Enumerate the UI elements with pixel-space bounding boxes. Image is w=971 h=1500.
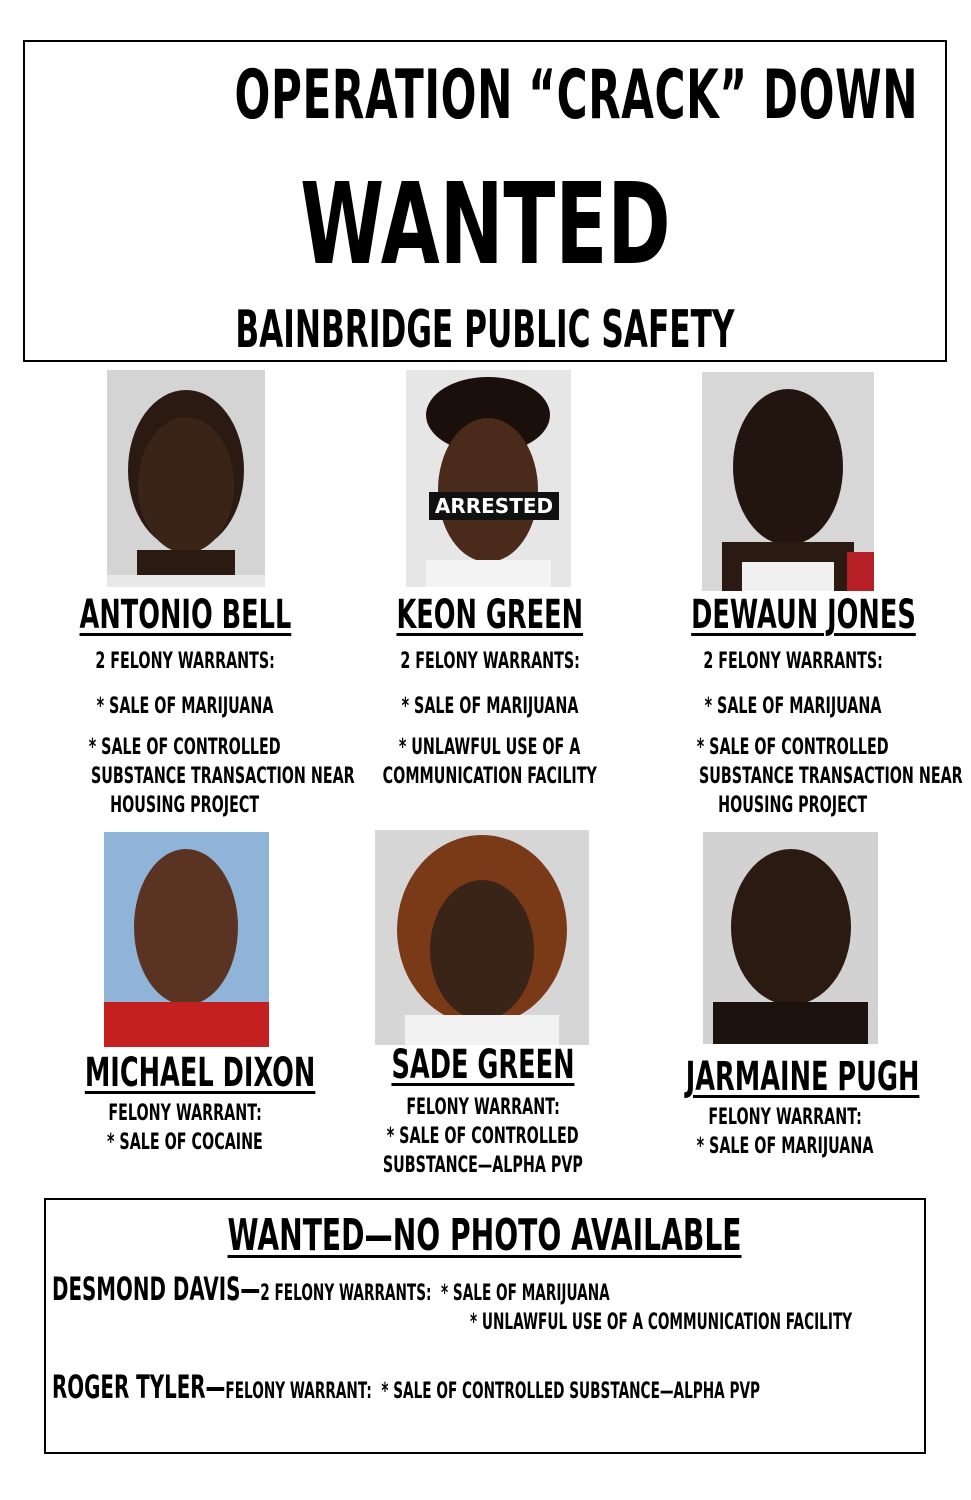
no-photo-entry-desmond: DESMOND DAVIS—2 FELONY WARRANTS: * SALE OF MARIJUANA bbox=[52, 1270, 610, 1308]
person-card-keon-green bbox=[325, 370, 655, 830]
warrant-count: FELONY WARRANT: bbox=[108, 1101, 262, 1126]
entry-charge: * UNLAWFUL USE OF A COMMUNICATION FACILITY bbox=[470, 1310, 853, 1335]
warrant-count: 2 FELONY WARRANTS: bbox=[400, 649, 580, 674]
entry-name: ROGER TYLER bbox=[52, 1368, 206, 1406]
charge-line: * UNLAWFUL USE OF A bbox=[399, 735, 581, 760]
entry-charge: * SALE OF MARIJUANA bbox=[441, 1281, 610, 1306]
mugshot-photo bbox=[703, 832, 878, 1044]
person-card-michael-dixon bbox=[20, 832, 350, 1172]
charge-line: * SALE OF MARIJUANA bbox=[96, 694, 274, 719]
person-name: SADE GREEN bbox=[391, 1042, 575, 1088]
no-photo-section bbox=[44, 1198, 926, 1454]
charge-line: SUBSTANCE TRANSACTION NEAR bbox=[698, 764, 963, 789]
mugshot-photo bbox=[104, 832, 269, 1047]
charge-line: * SALE OF MARIJUANA bbox=[704, 694, 882, 719]
charge-line: HOUSING PROJECT bbox=[110, 793, 260, 818]
warrant-count: 2 FELONY WARRANTS: bbox=[95, 649, 275, 674]
charge-line: SUBSTANCE TRANSACTION NEAR bbox=[90, 764, 355, 789]
header-banner bbox=[23, 40, 947, 362]
operation-title: OPERATION “CRACK” DOWN bbox=[234, 56, 919, 135]
arrested-badge: ARRESTED bbox=[429, 492, 559, 520]
agency-title: BAINBRIDGE PUBLIC SAFETY bbox=[235, 300, 735, 360]
charge-line: SUBSTANCE—ALPHA PVP bbox=[382, 1153, 584, 1178]
charge-line: * SALE OF CONTROLLED bbox=[697, 735, 889, 760]
charge-line: HOUSING PROJECT bbox=[718, 793, 868, 818]
person-card-antonio-bell bbox=[20, 370, 355, 830]
charge-line: * SALE OF MARIJUANA bbox=[696, 1134, 874, 1159]
no-photo-entry-desmond-charge2 bbox=[470, 1310, 852, 1335]
entry-warrant: FELONY WARRANT: bbox=[225, 1379, 372, 1404]
warrant-count: FELONY WARRANT: bbox=[708, 1105, 862, 1130]
warrant-count: FELONY WARRANT: bbox=[406, 1095, 560, 1120]
person-name: DEWAUN JONES bbox=[691, 592, 916, 638]
person-card-dewaun-jones bbox=[628, 370, 963, 830]
entry-name: DESMOND DAVIS bbox=[52, 1270, 241, 1308]
person-name: KEON GREEN bbox=[396, 592, 584, 638]
entry-charge: * SALE OF CONTROLLED SUBSTANCE—ALPHA PVP bbox=[381, 1379, 761, 1404]
person-name: MICHAEL DIXON bbox=[84, 1050, 316, 1096]
charge-line: * SALE OF CONTROLLED bbox=[387, 1124, 579, 1149]
mugshot-photo bbox=[702, 372, 874, 591]
charge-line: * SALE OF CONTROLLED bbox=[89, 735, 281, 760]
wanted-title: WANTED bbox=[299, 160, 671, 290]
person-name: ANTONIO BELL bbox=[79, 592, 292, 638]
charge-line: * SALE OF MARIJUANA bbox=[401, 694, 579, 719]
person-name: JARMAINE PUGH bbox=[685, 1054, 920, 1100]
warrant-count: 2 FELONY WARRANTS: bbox=[703, 649, 883, 674]
no-photo-title: WANTED—NO PHOTO AVAILABLE bbox=[228, 1210, 742, 1261]
charge-line: COMMUNICATION FACILITY bbox=[382, 764, 598, 789]
entry-warrant: 2 FELONY WARRANTS: bbox=[260, 1281, 432, 1306]
mugshot-photo bbox=[107, 370, 265, 587]
no-photo-entry-roger: ROGER TYLER—FELONY WARRANT: * SALE OF CONTROLLED SUBSTANCE—ALPHA PVP bbox=[52, 1368, 761, 1406]
person-card-sade-green bbox=[318, 830, 648, 1180]
charge-line: * SALE OF COCAINE bbox=[107, 1130, 263, 1155]
mugshot-photo bbox=[375, 830, 589, 1045]
mugshot-photo bbox=[406, 370, 571, 587]
person-card-jarmaine-pugh bbox=[620, 832, 950, 1172]
